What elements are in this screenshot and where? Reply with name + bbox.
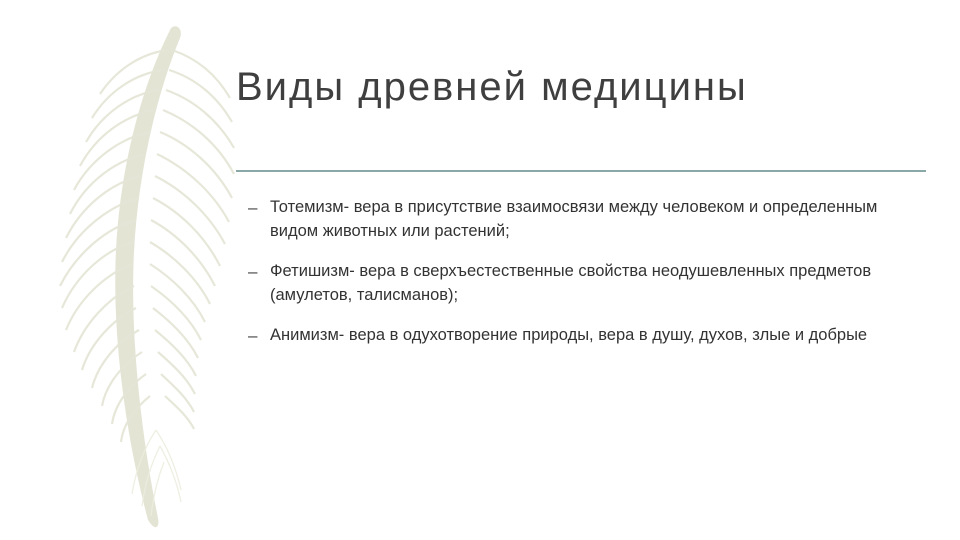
dash-bullet-icon: – xyxy=(248,198,258,217)
list-item-label: Анимизм- вера в одухотворение природы, вера в душу, духов, злые и добрые xyxy=(270,325,868,344)
bullet-list xyxy=(248,196,928,364)
dash-bullet-icon: – xyxy=(248,325,258,345)
list-item-label: Тотемизм- вера в присутствие взаимосвязи между человеком и определенным видом животных или растений; xyxy=(270,198,878,240)
list-item xyxy=(248,324,928,349)
dash-bullet-icon: – xyxy=(248,261,258,281)
title-divider xyxy=(236,170,926,172)
list-item xyxy=(248,196,928,244)
list-item xyxy=(248,260,928,308)
page-title: Виды древней медицины xyxy=(236,64,748,109)
list-item-label: Фетишизм- вера в сверхъестественные свойства неодушевленных предметов (амулетов, талисманов); xyxy=(270,261,872,304)
